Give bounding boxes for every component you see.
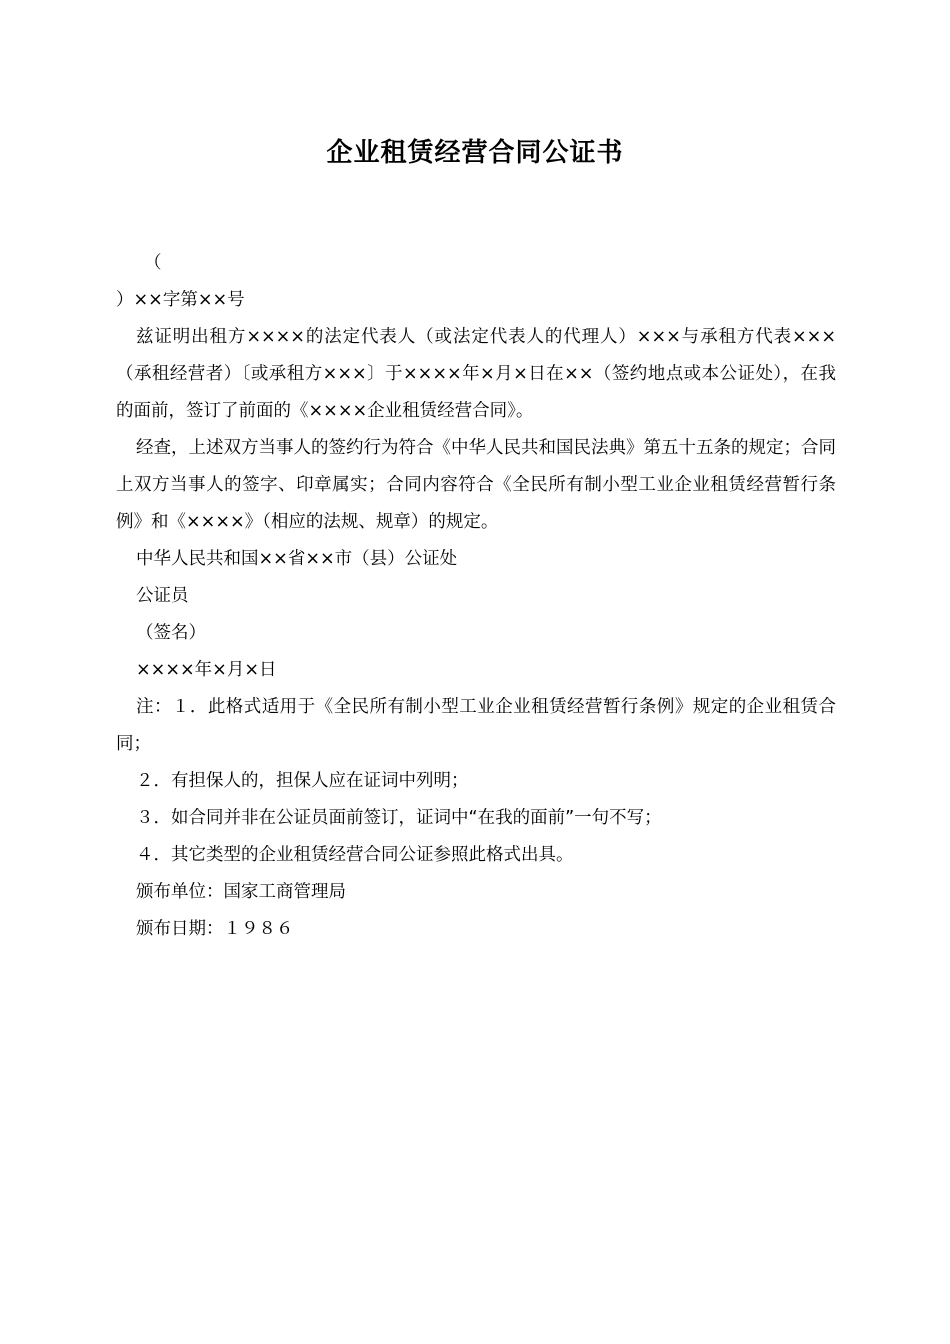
paragraph-signature: （签名） <box>136 623 206 643</box>
paragraph-examination: 经查，上述双方当事人的签约行为符合《中华人民共和国民法典》第五十五条的规定；合同上双方当事人的签字、印章属实；合同内容符合《全民所有制小型工业企业租赁经营暂行条例》和《××××》（相应的法规、规章）的规定。 <box>116 438 836 532</box>
paragraph-issue-date: 颁布日期：１９８６ <box>136 919 294 939</box>
paragraph-note-1: 注：１．此格式适用于《全民所有制小型工业企业租赁经营暂行条例》规定的企业租赁合同； <box>116 697 836 754</box>
paragraph-issuer: 颁布单位：国家工商管理局 <box>136 882 346 902</box>
paragraph-open-paren: （ <box>144 253 162 273</box>
document-title: 企业租赁经营合同公证书 <box>326 138 624 168</box>
paragraph-note-2: ２．有担保人的，担保人应在证词中列明； <box>136 771 469 791</box>
document-body <box>116 245 836 948</box>
paragraph-note-3: ３．如合同并非在公证员面前签订，证词中“在我的面前”一句不写； <box>136 808 662 828</box>
paragraph-note-4: ４．其它类型的企业租赁经营合同公证参照此格式出具。 <box>136 845 574 865</box>
paragraph-certification: 兹证明出租方××××的法定代表人（或法定代表人的代理人）×××与承租方代表×××（承租经营者）〔或承租方×××〕于××××年×月×日在××（签约地点或本公证处），在我的面前，签订了前面的《××××企业租赁经营合同》。 <box>116 327 836 421</box>
paragraph-document-number: ）××字第××号 <box>116 290 245 310</box>
paragraph-date: ××××年×月×日 <box>136 660 277 680</box>
paragraph-notary: 公证员 <box>136 586 189 606</box>
paragraph-notary-office: 中华人民共和国××省××市（县）公证处 <box>136 549 458 569</box>
